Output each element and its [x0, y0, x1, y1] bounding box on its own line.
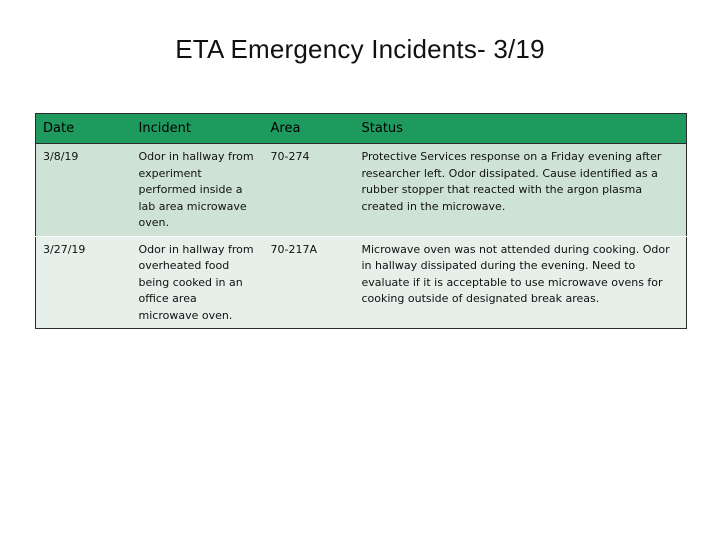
- incidents-table: [35, 113, 687, 329]
- cell-status: Protective Services response on a Friday evening after researcher left. Odor dissipated. Cause identified as a rubber stopper that reacted with the argon plasma created in the microwave.: [355, 144, 687, 237]
- column-header-area: Area: [264, 114, 355, 144]
- cell-area: 70-217A: [264, 236, 355, 329]
- cell-date: 3/27/19: [36, 236, 132, 329]
- column-header-incident: Incident: [132, 114, 264, 144]
- cell-date: 3/8/19: [36, 144, 132, 237]
- cell-status: Microwave oven was not attended during cooking. Odor in hallway dissipated during the evening. Need to evaluate if it is acceptable to use microwave ovens for cooking outside of designated break areas.: [355, 236, 687, 329]
- column-header-date: Date: [36, 114, 132, 144]
- cell-incident: Odor in hallway from overheated food being cooked in an office area microwave oven.: [132, 236, 264, 329]
- slide-title: ETA Emergency Incidents- 3/19: [175, 34, 545, 64]
- table-row: [36, 144, 687, 237]
- cell-area: 70-274: [264, 144, 355, 237]
- cell-incident: Odor in hallway from experiment performed inside a lab area microwave oven.: [132, 144, 264, 237]
- table-row: [36, 236, 687, 329]
- column-header-status: Status: [355, 114, 687, 144]
- table-header-row: [36, 114, 687, 144]
